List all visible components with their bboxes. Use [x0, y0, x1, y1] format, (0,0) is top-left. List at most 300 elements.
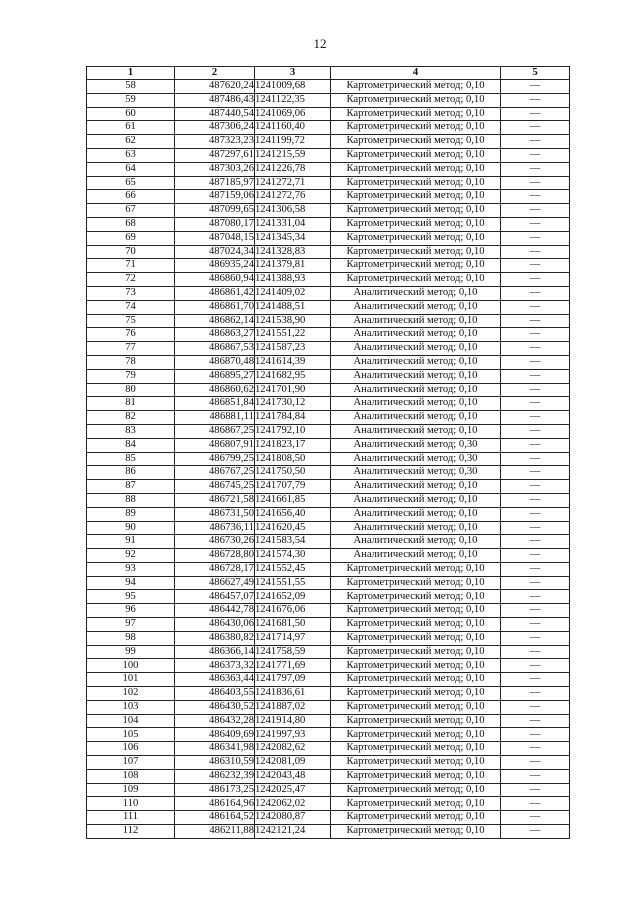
cell-point-number: 102 — [87, 687, 175, 701]
cell-description: — — [501, 438, 570, 452]
cell-point-number: 72 — [87, 273, 175, 287]
table-row — [87, 769, 570, 783]
cell-method-accuracy: Картометрический метод; 0,10 — [331, 797, 501, 811]
cell-description: — — [501, 700, 570, 714]
cell-coordinate-y: 1241583,54 — [255, 535, 331, 549]
cell-coordinate-x: 486860,62 — [175, 383, 255, 397]
table-row — [87, 369, 570, 383]
cell-point-number: 108 — [87, 769, 175, 783]
cell-coordinate-x: 487486,43 — [175, 93, 255, 107]
table-row — [87, 604, 570, 618]
table-row — [87, 424, 570, 438]
cell-point-number: 84 — [87, 438, 175, 452]
cell-coordinate-y: 1241614,39 — [255, 355, 331, 369]
table-header-row — [87, 67, 570, 80]
cell-method-accuracy: Картометрический метод; 0,10 — [331, 645, 501, 659]
cell-coordinate-y: 1242025,47 — [255, 783, 331, 797]
cell-coordinate-x: 486736,11 — [175, 521, 255, 535]
cell-coordinate-x: 486860,94 — [175, 273, 255, 287]
cell-method-accuracy: Аналитический метод; 0,10 — [331, 535, 501, 549]
cell-coordinate-x: 486935,24 — [175, 259, 255, 273]
cell-coordinate-y: 1241681,50 — [255, 618, 331, 632]
cell-coordinate-x: 486807,91 — [175, 438, 255, 452]
cell-coordinate-y: 1241887,02 — [255, 700, 331, 714]
cell-coordinate-y: 1241620,45 — [255, 521, 331, 535]
table-row — [87, 825, 570, 839]
cell-coordinate-y: 1241009,68 — [255, 80, 331, 94]
cell-coordinate-y: 1241409,02 — [255, 286, 331, 300]
cell-method-accuracy: Картометрический метод; 0,10 — [331, 769, 501, 783]
cell-description: — — [501, 148, 570, 162]
cell-method-accuracy: Картометрический метод; 0,10 — [331, 562, 501, 576]
cell-point-number: 95 — [87, 590, 175, 604]
cell-point-number: 76 — [87, 328, 175, 342]
cell-coordinate-y: 1241272,76 — [255, 190, 331, 204]
cell-coordinate-x: 487159,06 — [175, 190, 255, 204]
cell-coordinate-x: 486728,80 — [175, 549, 255, 563]
cell-coordinate-x: 487306,24 — [175, 121, 255, 135]
cell-point-number: 85 — [87, 452, 175, 466]
cell-coordinate-x: 486310,59 — [175, 756, 255, 770]
cell-method-accuracy: Картометрический метод; 0,10 — [331, 756, 501, 770]
cell-method-accuracy: Аналитический метод; 0,10 — [331, 314, 501, 328]
table-row — [87, 438, 570, 452]
cell-description: — — [501, 521, 570, 535]
cell-coordinate-y: 1242081,09 — [255, 756, 331, 770]
cell-method-accuracy: Картометрический метод; 0,10 — [331, 80, 501, 94]
cell-point-number: 104 — [87, 714, 175, 728]
cell-description: — — [501, 673, 570, 687]
cell-point-number: 99 — [87, 645, 175, 659]
cell-point-number: 86 — [87, 466, 175, 480]
cell-method-accuracy: Картометрический метод; 0,10 — [331, 659, 501, 673]
cell-coordinate-y: 1241836,61 — [255, 687, 331, 701]
cell-method-accuracy: Картометрический метод; 0,10 — [331, 107, 501, 121]
cell-description: — — [501, 562, 570, 576]
cell-method-accuracy: Аналитический метод; 0,10 — [331, 521, 501, 535]
cell-coordinate-y: 1241661,85 — [255, 493, 331, 507]
table-row — [87, 107, 570, 121]
cell-description: — — [501, 797, 570, 811]
cell-description: — — [501, 535, 570, 549]
cell-coordinate-y: 1241792,10 — [255, 424, 331, 438]
cell-method-accuracy: Аналитический метод; 0,10 — [331, 480, 501, 494]
cell-coordinate-y: 1241808,50 — [255, 452, 331, 466]
cell-coordinate-y: 1241488,51 — [255, 300, 331, 314]
cell-method-accuracy: Аналитический метод; 0,10 — [331, 342, 501, 356]
table-row — [87, 135, 570, 149]
table-row — [87, 411, 570, 425]
cell-coordinate-y: 1241551,55 — [255, 576, 331, 590]
cell-method-accuracy: Аналитический метод; 0,10 — [331, 397, 501, 411]
cell-coordinate-x: 487297,61 — [175, 148, 255, 162]
cell-method-accuracy: Аналитический метод; 0,10 — [331, 411, 501, 425]
cell-method-accuracy: Аналитический метод; 0,10 — [331, 355, 501, 369]
cell-method-accuracy: Картометрический метод; 0,10 — [331, 687, 501, 701]
cell-point-number: 62 — [87, 135, 175, 149]
cell-coordinate-x: 486403,55 — [175, 687, 255, 701]
cell-method-accuracy: Картометрический метод; 0,10 — [331, 714, 501, 728]
cell-coordinate-y: 1241707,79 — [255, 480, 331, 494]
cell-description: — — [501, 783, 570, 797]
cell-coordinate-y: 1241160,40 — [255, 121, 331, 135]
cell-point-number: 107 — [87, 756, 175, 770]
cell-method-accuracy: Картометрический метод; 0,10 — [331, 190, 501, 204]
cell-point-number: 92 — [87, 549, 175, 563]
table-row — [87, 231, 570, 245]
cell-description: — — [501, 424, 570, 438]
table-row — [87, 121, 570, 135]
cell-coordinate-x: 486432,28 — [175, 714, 255, 728]
table-row — [87, 797, 570, 811]
header-method-accuracy: 4 — [331, 67, 501, 80]
cell-coordinate-y: 1241345,34 — [255, 231, 331, 245]
cell-coordinate-y: 1241714,97 — [255, 631, 331, 645]
cell-point-number: 112 — [87, 825, 175, 839]
table-row — [87, 700, 570, 714]
cell-description: — — [501, 328, 570, 342]
cell-coordinate-y: 1241750,50 — [255, 466, 331, 480]
cell-point-number: 70 — [87, 245, 175, 259]
cell-point-number: 87 — [87, 480, 175, 494]
cell-method-accuracy: Аналитический метод; 0,10 — [331, 493, 501, 507]
table-row — [87, 452, 570, 466]
cell-description: — — [501, 493, 570, 507]
table-row — [87, 714, 570, 728]
header-coordinate-y: 3 — [255, 67, 331, 80]
table-row — [87, 811, 570, 825]
cell-point-number: 79 — [87, 369, 175, 383]
cell-method-accuracy: Картометрический метод; 0,10 — [331, 231, 501, 245]
cell-coordinate-x: 486366,14 — [175, 645, 255, 659]
cell-point-number: 65 — [87, 176, 175, 190]
table-row — [87, 562, 570, 576]
cell-coordinate-y: 1241272,71 — [255, 176, 331, 190]
cell-method-accuracy: Картометрический метод; 0,10 — [331, 825, 501, 839]
cell-description: — — [501, 135, 570, 149]
table-row — [87, 618, 570, 632]
cell-coordinate-y: 1241587,23 — [255, 342, 331, 356]
cell-description: — — [501, 507, 570, 521]
cell-coordinate-x: 487440,54 — [175, 107, 255, 121]
cell-coordinate-y: 1241771,69 — [255, 659, 331, 673]
table-row — [87, 190, 570, 204]
table-row — [87, 148, 570, 162]
header-coordinate-x: 2 — [175, 67, 255, 80]
cell-coordinate-x: 486867,53 — [175, 342, 255, 356]
cell-coordinate-y: 1241652,09 — [255, 590, 331, 604]
cell-coordinate-y: 1241538,90 — [255, 314, 331, 328]
cell-description: — — [501, 480, 570, 494]
cell-method-accuracy: Картометрический метод; 0,10 — [331, 162, 501, 176]
cell-description: — — [501, 121, 570, 135]
cell-description: — — [501, 300, 570, 314]
cell-point-number: 98 — [87, 631, 175, 645]
cell-coordinate-x: 486164,96 — [175, 797, 255, 811]
cell-point-number: 106 — [87, 742, 175, 756]
cell-method-accuracy: Аналитический метод; 0,10 — [331, 369, 501, 383]
cell-method-accuracy: Картометрический метод; 0,10 — [331, 783, 501, 797]
table-row — [87, 576, 570, 590]
cell-method-accuracy: Аналитический метод; 0,10 — [331, 383, 501, 397]
cell-coordinate-x: 486341,98 — [175, 742, 255, 756]
cell-point-number: 101 — [87, 673, 175, 687]
cell-method-accuracy: Аналитический метод; 0,10 — [331, 328, 501, 342]
cell-description: — — [501, 162, 570, 176]
cell-point-number: 74 — [87, 300, 175, 314]
cell-coordinate-y: 1241784,84 — [255, 411, 331, 425]
cell-description: — — [501, 93, 570, 107]
cell-point-number: 91 — [87, 535, 175, 549]
table-row — [87, 204, 570, 218]
cell-description: — — [501, 631, 570, 645]
cell-coordinate-y: 1241682,95 — [255, 369, 331, 383]
cell-point-number: 90 — [87, 521, 175, 535]
cell-description: — — [501, 411, 570, 425]
cell-coordinate-x: 487048,15 — [175, 231, 255, 245]
page-number: 12 — [313, 36, 327, 51]
cell-method-accuracy: Картометрический метод; 0,10 — [331, 148, 501, 162]
cell-description: — — [501, 231, 570, 245]
cell-method-accuracy: Аналитический метод; 0,10 — [331, 424, 501, 438]
cell-description: — — [501, 383, 570, 397]
cell-description: — — [501, 825, 570, 839]
cell-coordinate-y: 1241656,40 — [255, 507, 331, 521]
cell-point-number: 77 — [87, 342, 175, 356]
cell-coordinate-x: 487099,65 — [175, 204, 255, 218]
cell-coordinate-y: 1241676,06 — [255, 604, 331, 618]
cell-coordinate-x: 486430,06 — [175, 618, 255, 632]
cell-coordinate-y: 1241552,45 — [255, 562, 331, 576]
cell-coordinate-x: 486851,84 — [175, 397, 255, 411]
cell-coordinate-x: 487620,24 — [175, 80, 255, 94]
cell-coordinate-x: 486457,07 — [175, 590, 255, 604]
cell-coordinate-x: 487080,17 — [175, 217, 255, 231]
cell-point-number: 82 — [87, 411, 175, 425]
cell-coordinate-y: 1241122,35 — [255, 93, 331, 107]
cell-coordinate-x: 486173,25 — [175, 783, 255, 797]
cell-description: — — [501, 355, 570, 369]
cell-method-accuracy: Картометрический метод; 0,10 — [331, 604, 501, 618]
table-row — [87, 300, 570, 314]
table-row — [87, 521, 570, 535]
cell-method-accuracy: Картометрический метод; 0,10 — [331, 590, 501, 604]
table-row — [87, 93, 570, 107]
cell-point-number: 83 — [87, 424, 175, 438]
cell-coordinate-x: 486731,50 — [175, 507, 255, 521]
cell-point-number: 97 — [87, 618, 175, 632]
cell-point-number: 105 — [87, 728, 175, 742]
cell-coordinate-y: 1241388,93 — [255, 273, 331, 287]
table-row — [87, 728, 570, 742]
cell-coordinate-x: 486373,32 — [175, 659, 255, 673]
cell-description: — — [501, 369, 570, 383]
cell-point-number: 78 — [87, 355, 175, 369]
coordinates-table — [86, 66, 570, 839]
cell-point-number: 60 — [87, 107, 175, 121]
cell-description: — — [501, 590, 570, 604]
cell-description: — — [501, 397, 570, 411]
table-row — [87, 659, 570, 673]
cell-description: — — [501, 714, 570, 728]
cell-point-number: 89 — [87, 507, 175, 521]
cell-coordinate-x: 487323,23 — [175, 135, 255, 149]
cell-method-accuracy: Картометрический метод; 0,10 — [331, 204, 501, 218]
cell-method-accuracy: Картометрический метод; 0,10 — [331, 576, 501, 590]
cell-coordinate-x: 487185,97 — [175, 176, 255, 190]
cell-coordinate-x: 486442,78 — [175, 604, 255, 618]
cell-description: — — [501, 273, 570, 287]
table-row — [87, 314, 570, 328]
cell-description: — — [501, 314, 570, 328]
cell-coordinate-x: 487303,26 — [175, 162, 255, 176]
cell-point-number: 67 — [87, 204, 175, 218]
cell-point-number: 81 — [87, 397, 175, 411]
table-row — [87, 480, 570, 494]
cell-method-accuracy: Картометрический метод; 0,10 — [331, 618, 501, 632]
cell-coordinate-x: 486863,27 — [175, 328, 255, 342]
cell-point-number: 111 — [87, 811, 175, 825]
cell-method-accuracy: Картометрический метод; 0,10 — [331, 93, 501, 107]
cell-coordinate-x: 486862,14 — [175, 314, 255, 328]
cell-description: — — [501, 742, 570, 756]
cell-point-number: 66 — [87, 190, 175, 204]
cell-description: — — [501, 604, 570, 618]
cell-point-number: 109 — [87, 783, 175, 797]
cell-method-accuracy: Картометрический метод; 0,10 — [331, 742, 501, 756]
table-row — [87, 397, 570, 411]
cell-coordinate-x: 486627,49 — [175, 576, 255, 590]
cell-coordinate-y: 1241069,06 — [255, 107, 331, 121]
cell-point-number: 100 — [87, 659, 175, 673]
cell-coordinate-x: 486164,52 — [175, 811, 255, 825]
table-row — [87, 673, 570, 687]
cell-coordinate-x: 486721,58 — [175, 493, 255, 507]
cell-coordinate-x: 486409,69 — [175, 728, 255, 742]
cell-point-number: 71 — [87, 259, 175, 273]
cell-coordinate-y: 1241306,58 — [255, 204, 331, 218]
cell-coordinate-x: 486363,44 — [175, 673, 255, 687]
cell-coordinate-y: 1241914,80 — [255, 714, 331, 728]
cell-coordinate-y: 1241574,30 — [255, 549, 331, 563]
cell-description: — — [501, 217, 570, 231]
cell-point-number: 58 — [87, 80, 175, 94]
cell-method-accuracy: Картометрический метод; 0,10 — [331, 176, 501, 190]
table-row — [87, 466, 570, 480]
cell-method-accuracy: Аналитический метод; 0,10 — [331, 300, 501, 314]
table-row — [87, 259, 570, 273]
cell-coordinate-y: 1241215,59 — [255, 148, 331, 162]
cell-description: — — [501, 80, 570, 94]
table-row — [87, 631, 570, 645]
cell-coordinate-x: 486870,48 — [175, 355, 255, 369]
table-row — [87, 176, 570, 190]
cell-point-number: 75 — [87, 314, 175, 328]
cell-method-accuracy: Картометрический метод; 0,10 — [331, 259, 501, 273]
cell-point-number: 103 — [87, 700, 175, 714]
cell-coordinate-y: 1241730,12 — [255, 397, 331, 411]
cell-coordinate-y: 1242043,48 — [255, 769, 331, 783]
cell-description: — — [501, 204, 570, 218]
table-row — [87, 687, 570, 701]
cell-coordinate-x: 486380,82 — [175, 631, 255, 645]
cell-point-number: 61 — [87, 121, 175, 135]
cell-point-number: 110 — [87, 797, 175, 811]
cell-method-accuracy: Аналитический метод; 0,10 — [331, 286, 501, 300]
cell-coordinate-x: 486728,17 — [175, 562, 255, 576]
cell-coordinate-x: 486232,39 — [175, 769, 255, 783]
cell-description: — — [501, 645, 570, 659]
cell-description: — — [501, 245, 570, 259]
table-row — [87, 756, 570, 770]
cell-description: — — [501, 659, 570, 673]
cell-point-number: 94 — [87, 576, 175, 590]
cell-method-accuracy: Картометрический метод; 0,10 — [331, 217, 501, 231]
cell-method-accuracy: Картометрический метод; 0,10 — [331, 631, 501, 645]
cell-point-number: 80 — [87, 383, 175, 397]
cell-coordinate-y: 1241551,22 — [255, 328, 331, 342]
cell-coordinate-y: 1241758,59 — [255, 645, 331, 659]
table-row — [87, 535, 570, 549]
cell-description: — — [501, 576, 570, 590]
table-row — [87, 286, 570, 300]
cell-coordinate-y: 1241823,17 — [255, 438, 331, 452]
cell-point-number: 88 — [87, 493, 175, 507]
table-row — [87, 245, 570, 259]
table-row — [87, 328, 570, 342]
cell-coordinate-y: 1241797,09 — [255, 673, 331, 687]
cell-method-accuracy: Картометрический метод; 0,10 — [331, 728, 501, 742]
cell-description: — — [501, 259, 570, 273]
cell-description: — — [501, 466, 570, 480]
cell-coordinate-y: 1241997,93 — [255, 728, 331, 742]
cell-method-accuracy: Картометрический метод; 0,10 — [331, 673, 501, 687]
cell-description: — — [501, 756, 570, 770]
cell-description: — — [501, 728, 570, 742]
table-row — [87, 783, 570, 797]
cell-method-accuracy: Аналитический метод; 0,10 — [331, 507, 501, 521]
cell-point-number: 93 — [87, 562, 175, 576]
cell-method-accuracy: Картометрический метод; 0,10 — [331, 273, 501, 287]
cell-point-number: 63 — [87, 148, 175, 162]
cell-coordinate-y: 1241701,90 — [255, 383, 331, 397]
cell-coordinate-x: 486867,25 — [175, 424, 255, 438]
cell-description: — — [501, 342, 570, 356]
cell-coordinate-y: 1242062,02 — [255, 797, 331, 811]
cell-coordinate-y: 1242082,62 — [255, 742, 331, 756]
cell-method-accuracy: Картометрический метод; 0,10 — [331, 700, 501, 714]
cell-point-number: 96 — [87, 604, 175, 618]
table-body — [87, 80, 570, 839]
cell-coordinate-x: 486895,27 — [175, 369, 255, 383]
header-point-number: 1 — [87, 67, 175, 80]
cell-point-number: 69 — [87, 231, 175, 245]
cell-description: — — [501, 190, 570, 204]
table-row — [87, 217, 570, 231]
cell-coordinate-x: 486730,26 — [175, 535, 255, 549]
cell-method-accuracy: Картометрический метод; 0,10 — [331, 245, 501, 259]
cell-description: — — [501, 176, 570, 190]
cell-coordinate-y: 1242121,24 — [255, 825, 331, 839]
cell-coordinate-x: 486211,88 — [175, 825, 255, 839]
table-row — [87, 383, 570, 397]
table-row — [87, 590, 570, 604]
table-row — [87, 549, 570, 563]
cell-coordinate-y: 1242080,87 — [255, 811, 331, 825]
cell-coordinate-x: 486861,42 — [175, 286, 255, 300]
cell-description: — — [501, 452, 570, 466]
cell-description: — — [501, 107, 570, 121]
